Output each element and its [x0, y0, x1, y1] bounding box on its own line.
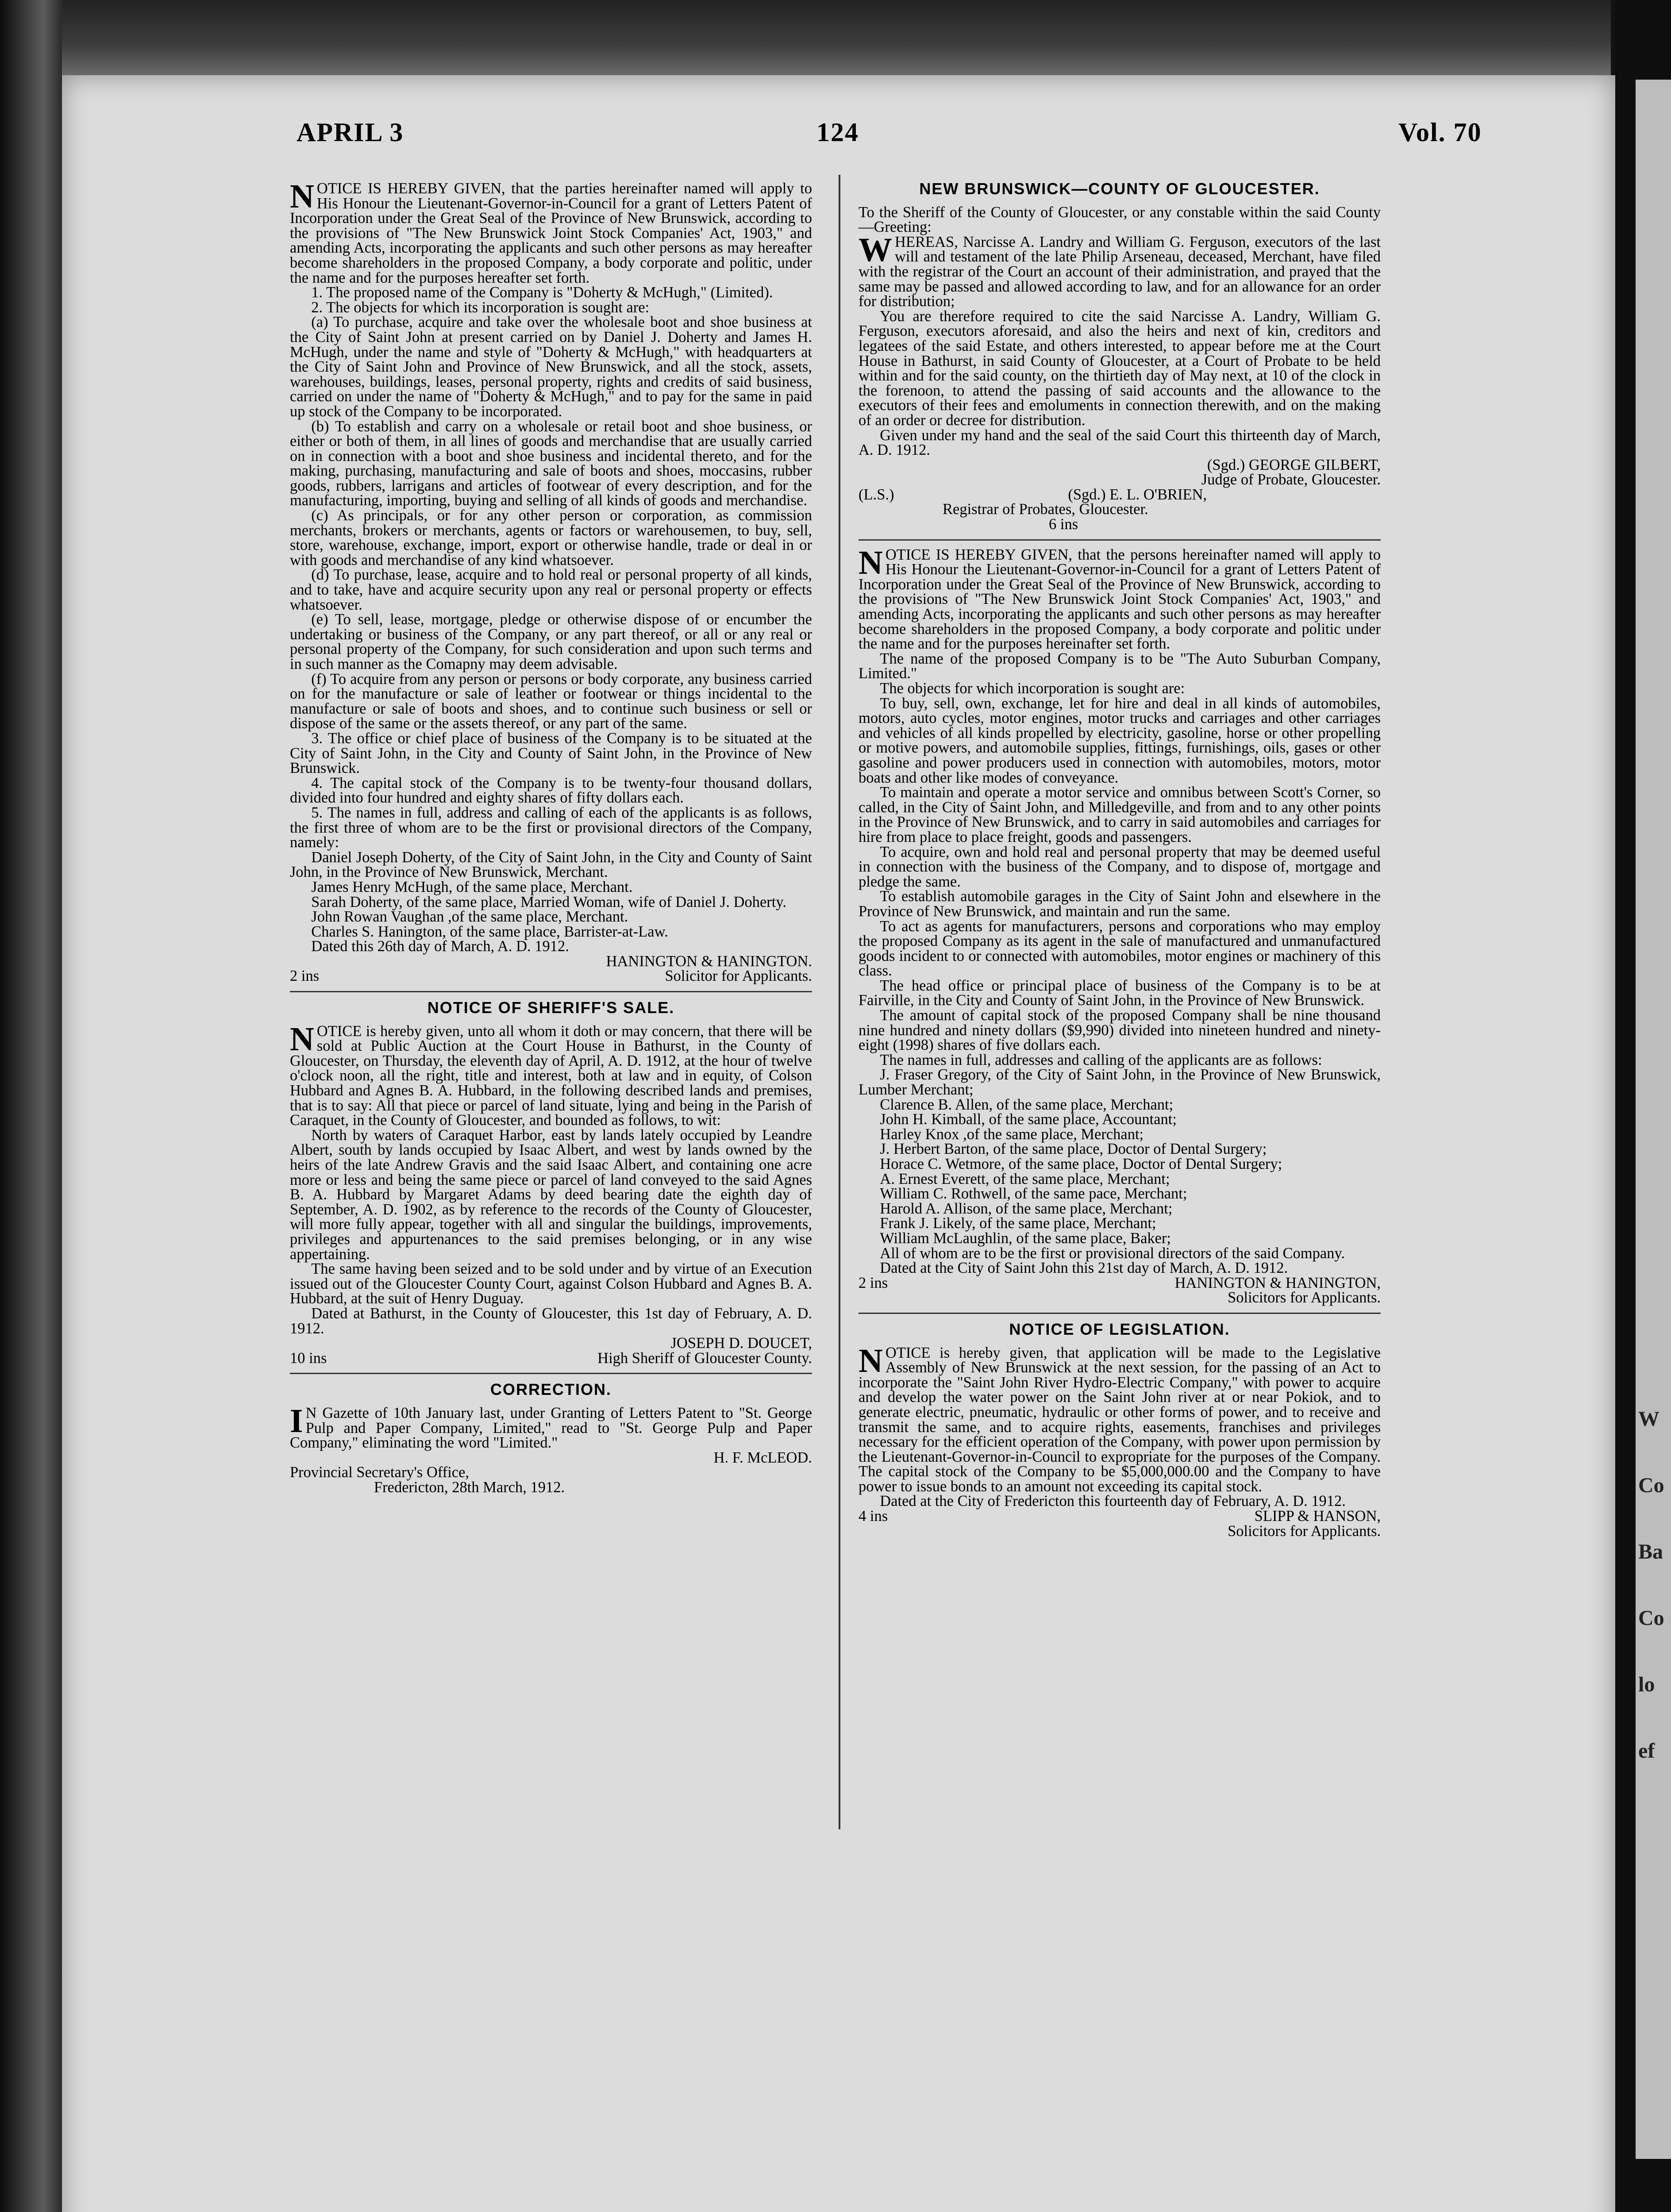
applicant-entry: J. Herbert Barton, of the same place, Doctor of Dental Surgery; [880, 1141, 1267, 1158]
insertion-line [859, 1276, 1381, 1291]
section-rule [859, 539, 1381, 541]
page-number: 124 [816, 118, 859, 147]
notice-para: 5. The names in full, address and calling of each of the applicants is as follows, the first three of whom are to be the first or provisional directors of the Company, namely: [290, 804, 812, 851]
insertion-line [290, 1351, 812, 1366]
applicant-entry: Daniel Joseph Doherty, of the City of Saint John, in the City and County of Saint John, in the Province of New Brunswick, Merchant. [290, 849, 812, 881]
incorporation-notice-doherty [290, 178, 812, 985]
insertion-line [290, 969, 812, 984]
insertion-count: 2 ins [290, 968, 320, 985]
salutation: To the Sheriff of the County of Gloucester, or any constable within the said County—Greeting: [859, 204, 1381, 236]
applicant-entry: John H. Kimball, of the same place, Accountant; [880, 1111, 1177, 1128]
notice-para: The same having been seized and to be sold under and by virtue of an Execution issued out of the Gloucester County Court, against Colson Hubbard and Agnes B. A. Hubbard, at the suit of Henry Duguay. [290, 1260, 812, 1307]
notice-para: NOTICE is hereby given, unto all whom it doth or may concern, that there will be sold at Public Auction at the Court House in Bathurst, in the County of Gloucester, on Thursday, the eleventh day of April, A. D. 1912, at the hour of twelve o'clock noon, all the right, title and interest, both at law and in equity, of Colson Hubbard and Agnes B. A. Hubbard, in the following described lands and premises, that is to say: All that piece or parcel of land situate, lying and being in the Parish of Caraquet, in the County of Gloucester, and bounded as follows, to wit: [290, 1020, 812, 1129]
volume-number: Vol. 70 [1398, 118, 1482, 147]
margin-fragment: lo [1638, 1673, 1655, 1696]
office-line: Provincial Secretary's Office, [290, 1464, 470, 1481]
applicant-entry: Horace C. Wetmore, of the same place, Doctor of Dental Surgery; [880, 1156, 1282, 1172]
section-rule [290, 1373, 812, 1374]
correction-notice [290, 1382, 812, 1495]
notice-intro: NOTICE IS HEREBY GIVEN, that the parties hereinafter named will apply to His Honour the Lieutenant-Governor-in-Council for a grant of Letters Patent of Incorporation under the Great Seal of the Province of New Brunswick, according to the provisions of "The New Brunswick Joint Stock Companies' Act, 1903," and amending Acts, incorporating the applicants and such other persons as may hereafter become shareholders in the proposed Company, a body corporate and politic, under the name and for the purposes hereafter set forth. [290, 178, 812, 286]
notice-para: (d) To purchase, lease, acquire and to hold real or personal property of all kinds, and to take, have and acquire security upon any real or personal property or effects whatsoever. [290, 566, 812, 613]
signature-role: Solicitor for Applicants. [665, 968, 812, 985]
scanner-top-edge [62, 0, 1611, 75]
notice-para: The objects for which incorporation is sought are: [880, 680, 1185, 697]
notice-para: All of whom are to be the first or provisional directors of the said Company. [880, 1244, 1345, 1262]
section-title: CORRECTION. [490, 1380, 612, 1399]
notice-para: To acquire, own and hold real and personal property that may be deemed useful in connection with the business of the Company, and to dispose of, mortgage and pledge the same. [859, 843, 1381, 890]
notice-para: Given under my hand and the seal of the said Court this thirteenth day of March, A. D. 1912. [859, 426, 1381, 459]
right-column [859, 181, 1381, 1539]
notice-para: The amount of capital stock of the proposed Company shall be nine thousand nine hundred and ninety dollars ($9,990) divided into nineteen hundred and ninety-eight (1998) shares of five dollars each. [859, 1007, 1381, 1054]
notice-dated: Dated this 26th day of March, A. D. 1912. [311, 938, 569, 955]
place-date-line: Fredericton, 28th March, 1912. [374, 1479, 565, 1496]
margin-fragment: W [1638, 1407, 1659, 1431]
notice-para: To establish automobile garages in the City of Saint John and elsewhere in the Province of New Brunswick, and maintain and run the same. [859, 888, 1381, 920]
adjacent-page-sliver [1615, 0, 1671, 2212]
applicant-entry: Harold A. Allison, of the same place, Merchant; [880, 1200, 1173, 1217]
notice-para: 3. The office or chief place of business of the Company is to be situated at the City of Saint John, in the City and County of Saint John, in the Province of New Brunswick. [290, 730, 812, 777]
applicant-entry: Sarah Doherty, of the same place, Married Woman, wife of Daniel J. Doherty. [311, 893, 787, 910]
scanner-left-edge [0, 0, 62, 2212]
applicant-entry: William C. Rothwell, of the same pace, Merchant; [880, 1185, 1187, 1202]
notice-para: 1. The proposed name of the Company is "Doherty & McHugh," (Limited). [311, 284, 773, 301]
applicant-entry: James Henry McHugh, of the same place, Merchant. [311, 878, 633, 895]
signature-role: Judge of Probate, Gloucester. [1201, 471, 1381, 488]
notice-para: (a) To purchase, acquire and take over the wholesale boot and shoe business at the City of Saint John at present carried on by Daniel J. Doherty and James H. McHugh, under the name and style of "Doherty & McHugh," with headquarters at the City of Saint John and Province of New Brunswick, and all the stock, assets, warehouses, buildings, leases, personal property, rights and credits of said business, carried on under the name of "Doherty & McHugh," and to pay for the same in paid up stock of the Company to be incorporated. [290, 314, 812, 420]
section-title: NEW BRUNSWICK—COUNTY OF GLOUCESTER. [919, 180, 1320, 198]
notice-intro: NOTICE IS HEREBY GIVEN, that the persons hereinafter named will apply to His Honour the Lieutenant-Governor-in-Council for a grant of Letters Patent of Incorporation under the Great Seal of the Province of New Brunswick, according to the provisions of "The New Brunswick Joint Stock Companies' Act, 1903," and amending Acts, incorporating the applicants and such other persons as may hereafter become shareholders in the proposed Company, a body corporate and politic under the name and for the purposes hereinafter set forth. [859, 544, 1381, 653]
signature-name: (Sgd.) GEORGE GILBERT, [1207, 456, 1381, 473]
insertion-line [859, 1509, 1381, 1524]
notice-dated: Dated at the City of Saint John this 21st day of March, A. D. 1912. [880, 1260, 1288, 1277]
header-date: APRIL 3 [296, 118, 404, 147]
signature-role: High Sheriff of Gloucester County. [597, 1349, 812, 1367]
signature-name: JOSEPH D. DOUCET, [670, 1335, 812, 1352]
sheriff-sale-notice [290, 1000, 812, 1366]
notice-para: (c) As principals, or for any other person or corporation, as commission merchants, brokers or merchants, agents or factors or warehousemen, to buy, sell, store, warehouse, exchange, import, export or otherwise handle, trade or deal in or with goods and merchandise of any kind whatsoever. [290, 507, 812, 568]
seal-line [859, 488, 1381, 503]
applicant-entry: John Rowan Vaughan ,of the same place, Merchant. [311, 908, 628, 926]
applicant-entry: William McLaughlin, of the same place, Baker; [880, 1229, 1171, 1247]
insertion-count: 10 ins [290, 1349, 327, 1367]
notice-para: You are therefore required to cite the said Narcisse A. Landry, William G. Ferguson, executors aforesaid, and also the heirs and next of kin, creditors and legatees of the said Estate, and others interested, to appear before me at the Court House in Bathurst, in said County of Gloucester, at a Court of Probate to be held within and for the said county, on the thirtieth day of May next, at 10 of the clock in the forenoon, to attend the passing of said accounts and the allowance to the executors of their fees and emoluments in connection therewith, and on the making of an order or decree for distribution. [859, 307, 1381, 429]
seal-mark: (L.S.) [859, 486, 894, 503]
column-divider [839, 175, 840, 1829]
margin-fragment: Ba [1638, 1540, 1663, 1563]
notice-dated: Dated at Bathurst, in the County of Gloucester, this 1st day of February, A. D. 1912. [290, 1305, 812, 1337]
insertion-count: 4 ins [859, 1508, 888, 1525]
notice-para: (e) To sell, lease, mortgage, pledge or otherwise dispose of or encumber the undertaking or business of the Company, or any part thereof, or all or any real or personal property of the Company, for such consideration and upon such terms and in such manner as the Comapny may deem advisable. [290, 611, 812, 672]
notice-para: (b) To establish and carry on a wholesale or retail boot and shoe business, or either or both of them, in all lines of goods and merchandise that are usually carried on in connection with a boot and shoe business and incidental thereto, and for the making, purchasing, manufacturing and sale of boots and shoes, moccasins, rubber goods, rubbers, larrigans and articles of footwear of every description, and for the manufacturing, importing, buying and selling of all kinds of goods and merchandise. [290, 418, 812, 509]
signature-firm: HANINGTON & HANINGTON. [606, 952, 812, 970]
notice-para: To maintain and operate a motor service and omnibus between Scott's Corner, so called, in the City of Saint John, and Milledgeville, and from and to any other points in the Province of New Brunswick, and to carry in said automobiles and carriages for hire from place to place freight, goods and passengers. [859, 784, 1381, 845]
notice-dated: Dated at the City of Fredericton this fourteenth day of February, A. D. 1912. [880, 1493, 1346, 1510]
applicant-entry: Harley Knox ,of the same place, Merchant; [880, 1125, 1144, 1143]
signature-role: Registrar of Probates, Gloucester. [943, 501, 1148, 518]
section-rule [290, 991, 812, 992]
applicant-entry: Frank J. Likely, of the same place, Merchant; [880, 1215, 1156, 1232]
margin-fragment: Co [1638, 1606, 1664, 1630]
section-rule [859, 1313, 1381, 1314]
signature-name: (Sgd.) E. L. O'BRIEN, [1068, 486, 1207, 503]
incorporation-notice-auto-suburban [859, 544, 1381, 1306]
adjacent-page-paper [1636, 80, 1671, 2159]
notice-para: North by waters of Caraquet Harbor, east by lands lately occupied by Leandre Albert, south by lands occupied by Isaac Albert, and west by lands owned by the heirs of the late Andrew Gravis and the said Isaac Albert, and containing one acre more or less and being the same piece or parcel of land conveyed to the said Agnes B. A. Hubbard by Margaret Adams by deed bearing date the eighth day of September, A. D. 1902, as by reference to the records of the County of Gloucester, will more fully appear, together with all and singular the buildings, improvements, privileges and appurtenances to the said premises belonging, or in any wise appertaining. [290, 1126, 812, 1263]
notice-para: (f) To acquire from any person or persons or body corporate, any business carried on for the manufacture or sale of leather or footwear or things incidental to the manufacture or sale of boots and shoes, and to continue such business or sell or dispose of the same or the assets thereof, or any part of the same. [290, 670, 812, 732]
signature-firm: SLIPP & HANSON, [1254, 1508, 1381, 1525]
notice-para: To act as agents for manufacturers, persons and corporations who may employ the proposed Company as its agent in the sale of manufactured and unmanufactured goods incident to or connected with automobiles, motor engines or machinery of this class. [859, 918, 1381, 979]
insertion-count: 2 ins [859, 1274, 888, 1291]
notice-para: The head office or principal place of business of the Company is to be at Fairville, in the City and County of Saint John, in the Province of New Brunswick. [859, 977, 1381, 1009]
signature-role: Solicitors for Applicants. [1228, 1289, 1381, 1306]
notice-para: 4. The capital stock of the Company is to be twenty-four thousand dollars, divided into four hundred and eighty shares of fifty dollars each. [290, 774, 812, 806]
applicant-entry: Clarence B. Allen, of the same place, Merchant; [880, 1096, 1174, 1113]
notice-para: IN Gazette of 10th January last, under Granting of Letters Patent to "St. George Pulp and Paper Company, Limited," read to "St. George Pulp and Paper Company," eliminating the word "Limited." [290, 1402, 812, 1452]
legislation-notice [859, 1322, 1381, 1539]
margin-fragment: Co [1638, 1474, 1664, 1497]
signature-name: H. F. McLEOD. [713, 1449, 812, 1466]
applicant-entry: Charles S. Hanington, of the same place, Barrister-at-Law. [311, 923, 668, 940]
section-title: NOTICE OF LEGISLATION. [1009, 1320, 1230, 1338]
notice-para: The name of the proposed Company is to be "The Auto Suburban Company, Limited." [859, 650, 1381, 682]
signature-firm: HANINGTON & HANINGTON, [1174, 1274, 1381, 1291]
margin-fragment: ef [1638, 1739, 1655, 1763]
section-title: NOTICE OF SHERIFF'S SALE. [427, 998, 675, 1017]
notice-para: 2. The objects for which its incorporation is sought are: [311, 299, 650, 316]
notice-para: To buy, sell, own, exchange, let for hire and deal in all kinds of automobiles, motors, auto cycles, motor engines, motor trucks and carriages and other carriages and vehicles of all kinds propelled by electricity, gasoline, horse or other propelling or motive powers, and automobile supplies, fittings, furnishings, oils, gases or other gasoline and power producers used in connection with automobiles, motors, motor boats and other like modes of conveyance. [859, 695, 1381, 786]
applicant-entry: A. Ernest Everett, of the same place, Merchant; [880, 1170, 1170, 1187]
left-column [290, 178, 812, 1496]
notice-para: NOTICE is hereby given, that application will be made to the Legislative Assembly of New Brunswick at the next session, for the passing of an Act to incorporate the "Saint John River Hydro-Electric Company," with power to acquire and develop the water power on the Saint John river at or near Pokiok, and to generate electric, pneumatic, hydraulic or other forms of power, and to receive and transmit the same, and to acquire rights, easements, franchises and privileges necessary for the efficient operation of the Company, with power upon permission by the Lieutenant-Governor-in-Council to expropriate for the purposes of the Company. The capital stock of the Company to be $5,000,000.00 and the Company to have power to issue bonds to an amount not exceeding its capital stock. [859, 1342, 1381, 1495]
signature-role: Solicitors for Applicants. [1228, 1522, 1381, 1540]
applicant-entry: J. Fraser Gregory, of the City of Saint John, in the Province of New Brunswick, Lumber Merchant; [859, 1066, 1381, 1098]
probate-citation [859, 181, 1381, 532]
notice-para: The names in full, addresses and calling of the applicants are as follows: [880, 1051, 1322, 1068]
notice-para: WHEREAS, Narcisse A. Landry and William G. Ferguson, executors of the last will and testament of the late Philip Arseneau, deceased, Merchant, have filed with the registrar of the Court an account of their administration, and prayed that the same may be passed and allowed according to law, and for an allowance for an order for distribution; [859, 231, 1381, 310]
insertion-count: 6 ins [1049, 516, 1078, 533]
